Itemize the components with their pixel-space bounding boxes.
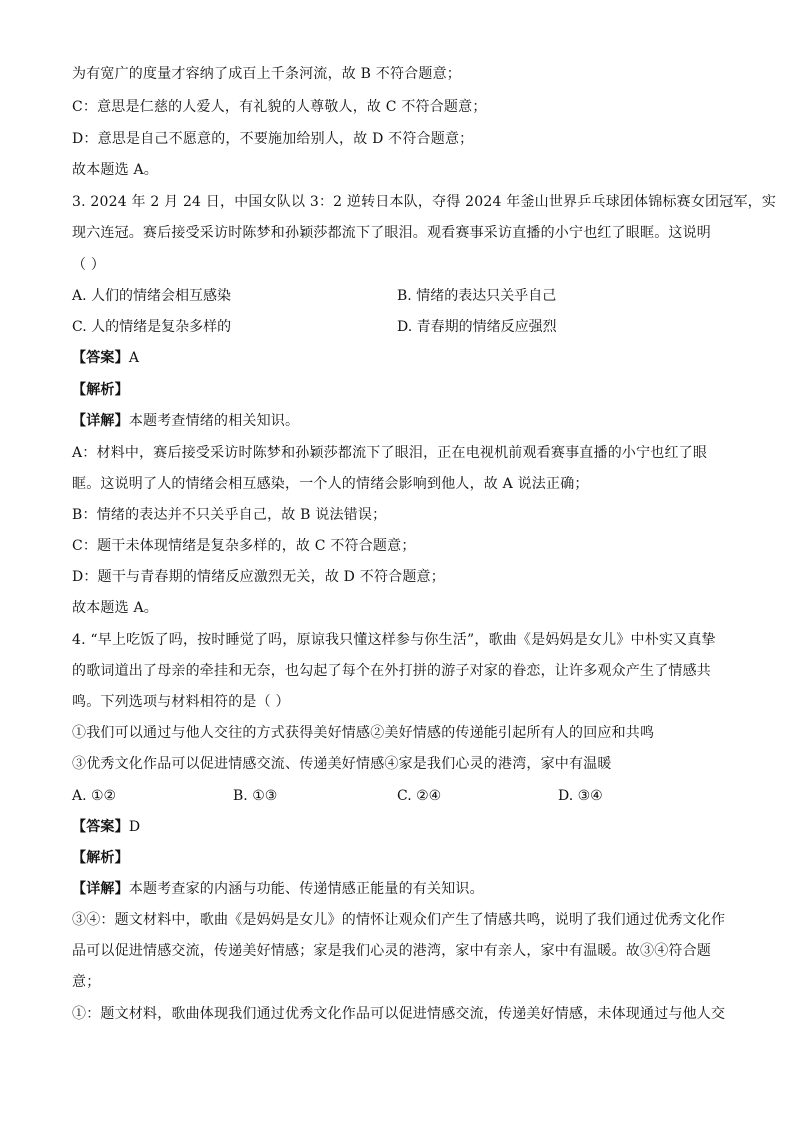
analysis-tag: 【解析】 — [72, 850, 129, 866]
question-4-stem: 的歌词道出了母亲的牵挂和无奈，也勾起了每个在外打拼的游子对家的眷恋，让许多观众产生了情感共 — [72, 663, 711, 679]
question-3-stem: 3. 2024 年 2 月 24 日，中国女队以 3：2 逆转日本队，夺得 2024 年釜山世界乒乓球团体锦标赛女团冠军，实 — [72, 194, 777, 210]
answer-tag: 【答案】 — [72, 819, 129, 835]
explanation-line: 故本题选 A。 — [72, 600, 158, 616]
question-3-option-c: C. 人的情绪是复杂多样的 — [72, 319, 232, 335]
explanation-line: D：题干与青春期的情绪反应激烈无关，故 D 不符合题意； — [72, 569, 445, 585]
analysis-tag: 【解析】 — [72, 382, 129, 398]
explanation-line: A：材料中，赛后接受采访时陈梦和孙颖莎都流下了眼泪，正在电视机前观看赛事直播的小宁也红了眼 — [72, 445, 708, 461]
answer-value: A — [128, 350, 140, 366]
answer-tag: 【答案】 — [72, 350, 129, 366]
explanation-line: C：题干未体现情绪是复杂多样的，故 C 不符合题意； — [72, 538, 416, 554]
question-3-option-b: B. 情绪的表达只关乎自己 — [397, 288, 557, 304]
question-3-option-a: A. 人们的情绪会相互感染 — [72, 288, 232, 304]
text-line: 为有宽广的度量才容纳了成百上千条河流，故 B 不符合题意； — [72, 66, 461, 82]
question-4-stem: 鸣。下列选项与材料相符的是（ ） — [72, 694, 290, 710]
question-3-analysis — [72, 380, 732, 400]
question-4-detail — [72, 879, 732, 899]
explanation-line: 眶。这说明了人的情绪会相互感染，一个人的情绪会影响到他人，故 A 说法正确； — [72, 476, 589, 492]
explanation-line: 意； — [72, 974, 101, 990]
text-line: 故本题选 A。 — [72, 162, 158, 178]
explanation-line: B：情绪的表达并不只关乎自己，故 B 说法错误； — [72, 507, 387, 523]
detail-text: 本题考查情绪的相关知识。 — [128, 413, 300, 429]
explanation-line: ③④：题文材料中，歌曲《是妈妈是女儿》的情怀让观众们产生了情感共鸣，说明了我们通过优秀文化作 — [72, 912, 726, 928]
question-4-option-d: D. ③④ — [558, 788, 603, 804]
detail-tag: 【详解】 — [72, 881, 129, 897]
question-3-answer — [72, 348, 732, 368]
question-3-stem: （ ） — [72, 257, 106, 273]
question-4-answer — [72, 817, 732, 837]
question-4-statement: ③优秀文化作品可以促进情感交流、传递美好情感④家是我们心灵的港湾，家中有温暖 — [72, 756, 612, 772]
explanation-line: ①：题文材料，歌曲体现我们通过优秀文化作品可以促进情感交流，传递美好情感，未体现通过与他人交 — [72, 1006, 726, 1022]
question-4-stem: 4. “早上吃饭了吗，按时睡觉了吗，原谅我只懂这样参与你生活”，歌曲《是妈妈是女儿》中朴实又真挚 — [72, 632, 716, 648]
question-4-option-a: A. ①② — [72, 788, 117, 804]
question-3-detail — [72, 411, 732, 431]
question-4-statement: ①我们可以通过与他人交往的方式获得美好情感②美好情感的传递能引起所有人的回应和共鸣 — [72, 725, 655, 741]
detail-text: 本题考查家的内涵与功能、传递情感正能量的有关知识。 — [128, 881, 484, 897]
question-4-option-c: C. ②④ — [397, 788, 442, 804]
question-3-option-d: D. 青春期的情绪反应强烈 — [397, 319, 557, 335]
text-line: D：意思是自己不愿意的，不要施加给别人，故 D 不符合题意； — [72, 131, 474, 147]
detail-tag: 【详解】 — [72, 413, 129, 429]
question-4-analysis — [72, 848, 732, 868]
question-4-option-b: B. ①③ — [233, 788, 278, 804]
question-3-stem: 现六连冠。赛后接受采访时陈梦和孙颖莎都流下了眼泪。观看赛事采访直播的小宁也红了眼眶。这说明 — [72, 225, 711, 241]
answer-value: D — [128, 819, 141, 835]
explanation-line: 品可以促进情感交流，传递美好情感；家是我们心灵的港湾，家中有亲人，家中有温暖。故③④符合题 — [72, 943, 711, 959]
text-line: C：意思是仁慈的人爱人，有礼貌的人尊敬人，故 C 不符合题意； — [72, 99, 487, 115]
